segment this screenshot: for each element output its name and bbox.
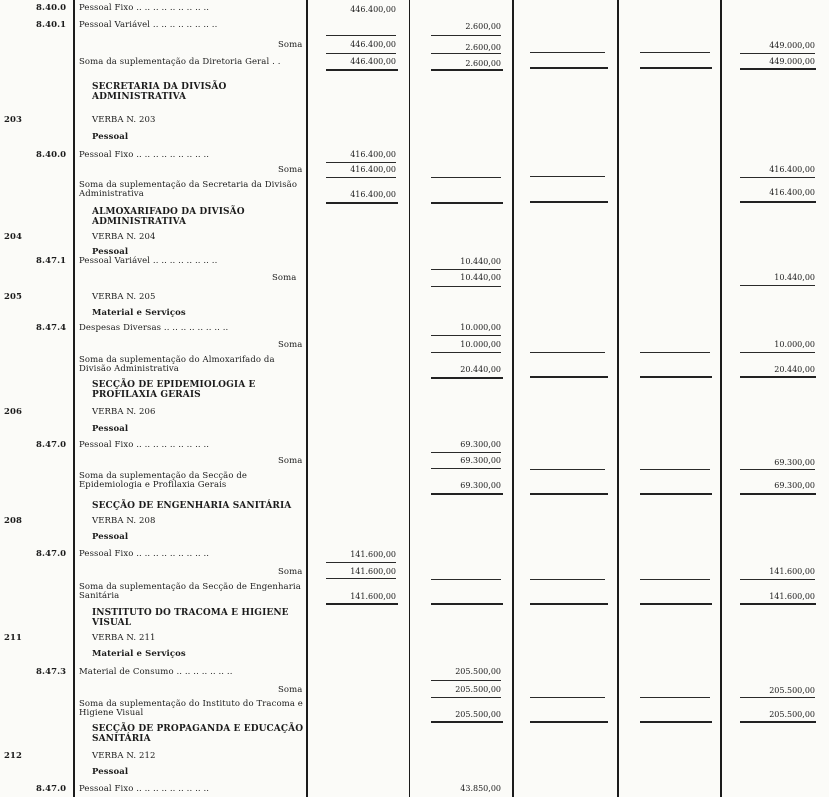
row-label: Material de Consumo .. .. .. .. .. .. .. bbox=[79, 667, 233, 677]
verba-number: 206 bbox=[4, 407, 23, 417]
soma-label: Soma bbox=[278, 685, 303, 695]
row-code: 8.47.3 bbox=[36, 667, 67, 677]
amount-col2: 205.500,00 bbox=[455, 667, 501, 676]
amount-col2: 2.600,00 bbox=[465, 59, 501, 68]
verba-label: VERBA N. 204 bbox=[92, 232, 156, 242]
row-label: Pessoal Fixo .. .. .. .. .. .. .. .. .. bbox=[79, 150, 210, 160]
amount-col5: 416.400,00 bbox=[769, 188, 815, 197]
verba-number: 211 bbox=[4, 633, 23, 643]
column-rule bbox=[617, 0, 619, 797]
amount-col5: 69.300,00 bbox=[774, 481, 815, 490]
section-heading: SECÇÃO DE ENGENHARIA SANITÁRIA bbox=[92, 501, 292, 511]
amount-col5: 141.600,00 bbox=[769, 567, 815, 576]
amount-col1: 416.400,00 bbox=[350, 165, 396, 174]
amount-col2: 69.300,00 bbox=[460, 456, 501, 465]
row-code: 8.47.1 bbox=[36, 256, 67, 266]
row-code: 8.47.0 bbox=[36, 440, 67, 450]
section-heading: INSTITUTO DO TRACOMA E HIGIENE VISUAL bbox=[92, 608, 289, 628]
verba-label: VERBA N. 211 bbox=[92, 633, 156, 643]
amount-col5: 10.000,00 bbox=[774, 340, 815, 349]
section-heading: SECRETARIA DA DIVISÃO ADMINISTRATIVA bbox=[92, 82, 227, 102]
verba-label: VERBA N. 203 bbox=[92, 115, 156, 125]
amount-col2: 43.850,00 bbox=[460, 784, 501, 793]
column-rule bbox=[512, 0, 514, 797]
section-heading: SECÇÃO DE EPIDEMIOLOGIA E PROFILAXIA GERAIS bbox=[92, 380, 256, 400]
amount-col5: 416.400,00 bbox=[769, 165, 815, 174]
column-rule bbox=[73, 0, 75, 797]
amount-col2: 10.000,00 bbox=[460, 340, 501, 349]
row-label: Pessoal Variável .. .. .. .. .. .. .. .. bbox=[79, 20, 218, 30]
verba-label: VERBA N. 205 bbox=[92, 292, 156, 302]
amount-col2: 10.440,00 bbox=[460, 273, 501, 282]
row-label: Soma da suplementação da Secretaria da Divisão Administrativa bbox=[79, 180, 298, 199]
amount-col5: 20.440,00 bbox=[774, 365, 815, 374]
amount-col5: 141.600,00 bbox=[769, 592, 815, 601]
section-heading: ALMOXARIFADO DA DIVISÃO ADMINISTRATIVA bbox=[92, 207, 245, 227]
category-label: Pessoal bbox=[92, 767, 129, 777]
verba-label: VERBA N. 206 bbox=[92, 407, 156, 417]
category-label: Pessoal bbox=[92, 532, 129, 542]
soma-label: Soma bbox=[278, 40, 303, 50]
verba-number: 204 bbox=[4, 232, 23, 242]
amount-col2: 205.500,00 bbox=[455, 685, 501, 694]
column-rule bbox=[409, 0, 410, 797]
amount-col1: 446.400,00 bbox=[350, 5, 396, 14]
amount-col5: 449.000,00 bbox=[769, 57, 815, 66]
row-code: 8.40.0 bbox=[36, 150, 67, 160]
row-code: 8.40.1 bbox=[36, 20, 67, 30]
category-label: Material e Serviços bbox=[92, 308, 186, 318]
amount-col2: 10.440,00 bbox=[460, 257, 501, 266]
row-label: Soma da suplementação da Secção de Engenharia Sanitária bbox=[79, 582, 301, 601]
amount-col5: 205.500,00 bbox=[769, 686, 815, 695]
amount-col2: 205.500,00 bbox=[455, 710, 501, 719]
row-label: Pessoal Variável .. .. .. .. .. .. .. .. bbox=[79, 256, 218, 266]
column-rule bbox=[720, 0, 722, 797]
amount-col2: 2.600,00 bbox=[465, 22, 501, 31]
verba-number: 212 bbox=[4, 751, 23, 761]
soma-label: Soma bbox=[278, 340, 303, 350]
row-code: 8.47.0 bbox=[36, 549, 67, 559]
amount-col1: 416.400,00 bbox=[350, 150, 396, 159]
row-label: Soma da suplementação da Diretoria Geral . . bbox=[79, 57, 281, 67]
soma-label: Soma bbox=[278, 165, 303, 175]
amount-col1: 141.600,00 bbox=[350, 567, 396, 576]
section-heading: SECÇÃO DE PROPAGANDA E EDUCAÇÃO SANITÁRIA bbox=[92, 724, 304, 744]
amount-col1: 446.400,00 bbox=[350, 40, 396, 49]
row-code: 8.47.4 bbox=[36, 323, 67, 333]
row-label: Pessoal Fixo .. .. .. .. .. .. .. .. .. bbox=[79, 784, 210, 794]
row-code: 8.40.0 bbox=[36, 3, 67, 13]
row-label: Soma da suplementação do Instituto do Tracoma e Higiene Visual bbox=[79, 699, 303, 718]
amount-col5: 69.300,00 bbox=[774, 458, 815, 467]
row-label: Pessoal Fixo .. .. .. .. .. .. .. .. .. bbox=[79, 440, 210, 450]
verba-number: 205 bbox=[4, 292, 23, 302]
amount-col1: 141.600,00 bbox=[350, 550, 396, 559]
row-label: Pessoal Fixo .. .. .. .. .. .. .. .. .. bbox=[79, 3, 210, 13]
row-label: Soma da suplementação da Secção de Epidemiologia e Profilaxia Gerais bbox=[79, 471, 248, 490]
verba-label: VERBA N. 212 bbox=[92, 751, 156, 761]
amount-col2: 69.300,00 bbox=[460, 440, 501, 449]
amount-col2: 20.440,00 bbox=[460, 365, 501, 374]
row-label: Soma da suplementação do Almoxarifado da Divisão Administrativa bbox=[79, 355, 275, 374]
amount-col5: 449.000,00 bbox=[769, 41, 815, 50]
amount-col1: 141.600,00 bbox=[350, 592, 396, 601]
amount-col5: 10.440,00 bbox=[774, 273, 815, 282]
amount-col1: 416.400,00 bbox=[350, 190, 396, 199]
category-label: Pessoal bbox=[92, 132, 129, 142]
amount-col2: 2.600,00 bbox=[465, 43, 501, 52]
amount-col5: 205.500,00 bbox=[769, 710, 815, 719]
row-label: Despesas Diversas .. .. .. .. .. .. .. .. bbox=[79, 323, 229, 333]
amount-col2: 69.300,00 bbox=[460, 481, 501, 490]
amount-col1: 446.400,00 bbox=[350, 57, 396, 66]
verba-label: VERBA N. 208 bbox=[92, 516, 156, 526]
soma-label: Soma bbox=[278, 567, 303, 577]
soma-label: Soma bbox=[278, 456, 303, 466]
category-label: Material e Serviços bbox=[92, 649, 186, 659]
verba-number: 208 bbox=[4, 516, 23, 526]
row-label: Pessoal Fixo .. .. .. .. .. .. .. .. .. bbox=[79, 549, 210, 559]
row-code: 8.47.0 bbox=[36, 784, 67, 794]
verba-number: 203 bbox=[4, 115, 23, 125]
category-label: Pessoal bbox=[92, 424, 129, 434]
amount-col2: 10.000,00 bbox=[460, 323, 501, 332]
soma-label: Soma bbox=[272, 273, 297, 283]
category-label: Pessoal bbox=[92, 247, 129, 257]
